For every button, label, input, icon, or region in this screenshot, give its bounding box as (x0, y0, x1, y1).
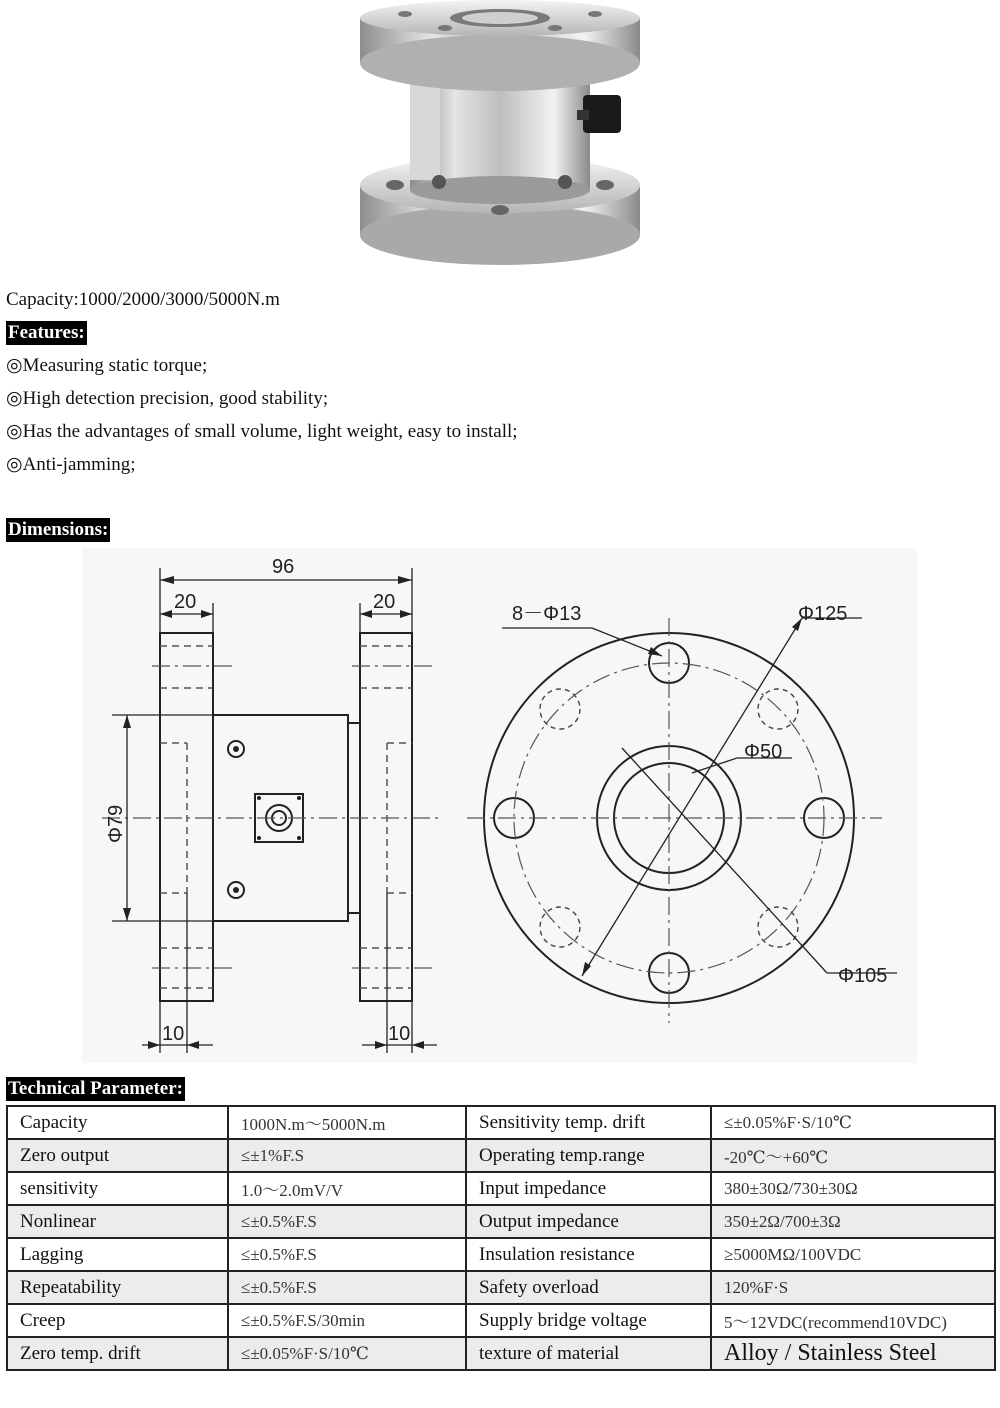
table-row (7, 1271, 995, 1304)
dim-body-diameter: Φ79 (105, 804, 127, 843)
dim-pilot-right: 10 (388, 1023, 411, 1045)
param-value: ≤±0.5%F.S (228, 1238, 466, 1271)
feature-item: ◎High detection precision, good stability; (6, 388, 329, 409)
param-value: ≤±0.5%F.S (228, 1205, 466, 1238)
param-name: Zero temp. drift (7, 1337, 228, 1370)
technical-heading: Technical Parameter: (8, 1078, 183, 1099)
param-name: Insulation resistance (466, 1238, 711, 1271)
param-name: Operating temp.range (466, 1139, 711, 1172)
technical-parameter-table (6, 1105, 996, 1371)
table-row (7, 1106, 995, 1139)
param-value: ≤±1%F.S (228, 1139, 466, 1172)
param-value: ≤±0.05%F·S/10℃ (228, 1337, 466, 1370)
param-name: Zero output (7, 1139, 228, 1172)
table-row (7, 1238, 995, 1271)
param-value: 350±2Ω/700±3Ω (711, 1205, 995, 1238)
dimension-drawing (82, 548, 917, 1063)
param-value: ≤±0.5%F.S (228, 1271, 466, 1304)
param-name: Capacity (7, 1106, 228, 1139)
param-name: Creep (7, 1304, 228, 1337)
feature-item: ◎Measuring static torque; (6, 355, 208, 376)
param-name: Lagging (7, 1238, 228, 1271)
param-name: sensitivity (7, 1172, 228, 1205)
dim-pilot-left: 10 (162, 1023, 185, 1045)
dim-holes: 8－Φ13 (512, 603, 582, 625)
param-name: Input impedance (466, 1172, 711, 1205)
param-value: ≥5000MΩ/100VDC (711, 1238, 995, 1271)
dim-flange-left-width: 20 (174, 591, 197, 613)
product-photo (355, 0, 645, 272)
dim-outer-diameter: Φ125 (798, 603, 848, 625)
feature-item: ◎Anti-jamming; (6, 454, 136, 475)
param-value: Alloy / Stainless Steel (711, 1337, 995, 1370)
dim-bolt-circle: Φ105 (838, 965, 888, 987)
dim-overall-length: 96 (272, 556, 295, 578)
dim-flange-right-width: 20 (373, 591, 396, 613)
table-row (7, 1139, 995, 1172)
param-value: -20℃～+60℃ (711, 1139, 995, 1172)
feature-item: ◎Has the advantages of small volume, light weight, easy to install; (6, 421, 518, 442)
table-row (7, 1205, 995, 1238)
param-value: ≤±0.05%F·S/10℃ (711, 1106, 995, 1139)
param-name: Supply bridge voltage (466, 1304, 711, 1337)
param-name: Repeatability (7, 1271, 228, 1304)
capacity-line: Capacity:1000/2000/3000/5000N.m (6, 289, 280, 310)
param-name: Sensitivity temp. drift (466, 1106, 711, 1139)
table-row (7, 1304, 995, 1337)
param-name: texture of material (466, 1337, 711, 1370)
param-value: 1000N.m～5000N.m (228, 1106, 466, 1139)
param-value: 380±30Ω/730±30Ω (711, 1172, 995, 1205)
param-name: Safety overload (466, 1271, 711, 1304)
dim-bore-diameter: Φ50 (744, 741, 783, 763)
dimensions-heading: Dimensions: (8, 519, 109, 540)
table-row (7, 1172, 995, 1205)
param-value: 1.0～2.0mV/V (228, 1172, 466, 1205)
param-value: 120%F·S (711, 1271, 995, 1304)
param-value: 5～12VDC(recommend10VDC) (711, 1304, 995, 1337)
param-name: Nonlinear (7, 1205, 228, 1238)
param-value: ≤±0.5%F.S/30min (228, 1304, 466, 1337)
param-name: Output impedance (466, 1205, 711, 1238)
features-heading: Features: (8, 322, 85, 343)
table-row (7, 1337, 995, 1370)
